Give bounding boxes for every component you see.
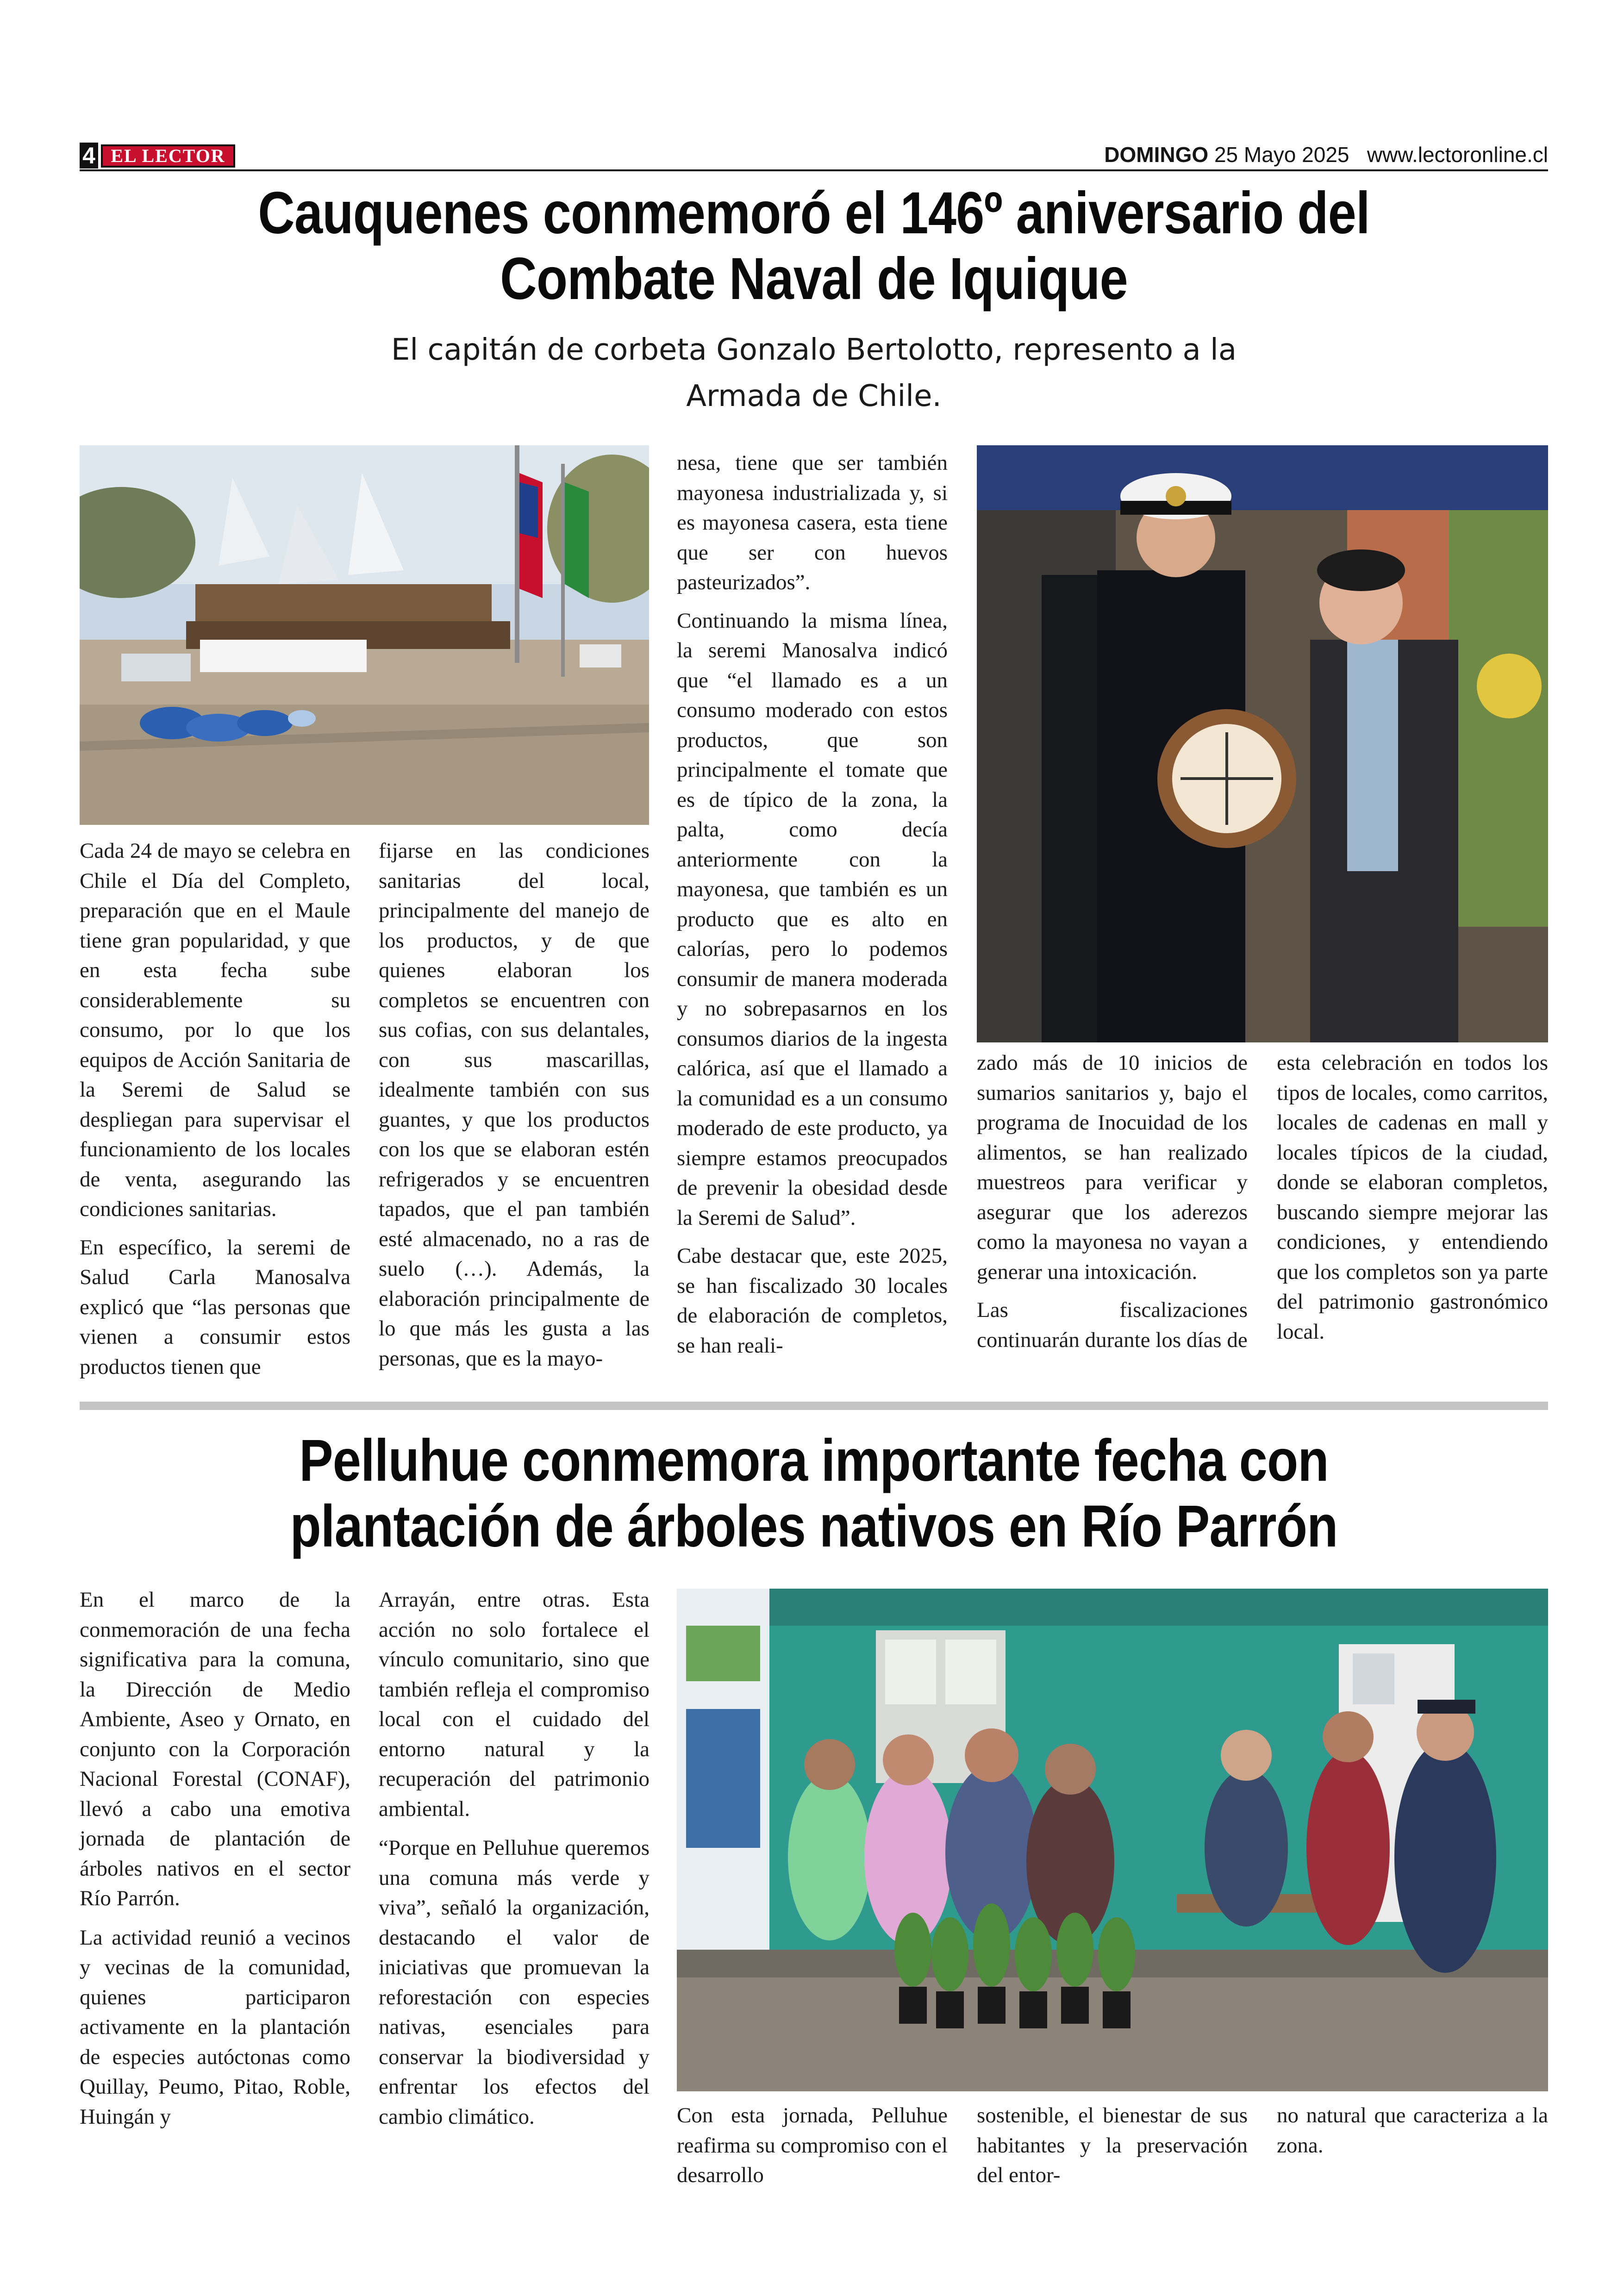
header-date: 25 Mayo 2025 — [1214, 143, 1349, 167]
paragraph: zado más de 10 inicios de sumarios sanitarios y, bajo el programa de Inocuidad de los alimentos, se han realizado muestreos para verificar y asegurar que los aderezos como la mayonesa no vayan a generar una intoxicación. — [977, 1051, 1248, 1284]
paragraph: “Porque en Pelluhue queremos una comuna más verde y viva”, señaló la organización, destacando el valor de iniciativas que promuevan la reforestación con especies nativas, esenciales para conservar la biodiversidad y enfrentar los efectos del cambio climático. — [379, 1836, 650, 2129]
paragraph: esta celebración en todos los tipos de locales, como carritos, locales de cadenas en mall y locales típicos de la ciudad, donde se elaboran completos, buscando siempre mejorar las condiciones, y entendiendo que los completos son ya parte del patrimonio gastronómico local. — [1277, 1051, 1548, 1344]
paragraph: fijarse en las condiciones sanitarias del local, principalmente del manejo de los productos, y de que quienes elaboran los completos se encuentren con sus cofias, con sus delantales, con sus mascarillas, idealmente también con sus guantes, y que los productos con los que se elaboran estén refrigerados y se encuentren tapados, que el pan también esté almacenado, no a ras de suelo (…). Además, la elaboración principalmente de lo que más les gusta a las personas, que es la mayo- — [379, 839, 650, 1371]
article2-column-5: no natural que caracteriza a la zona. — [1277, 2103, 1548, 2158]
newspaper-logo: EL LECTOR — [101, 144, 235, 168]
community-photo — [677, 1589, 1548, 2091]
paragraph: Continuando la misma línea, la seremi Manosalva indicó que “el llamado es a un consumo moderado con estos productos, que son principalmente el tomate que es de típico de la zona, la palta, como decía anteriormente con la mayonesa, que también es un producto que es alto en calorías, pero lo podemos consumir de manera moderada y no sobrepasarnos en los consumos diarios de la ingesta calórica, así que el llamado a la comunidad es a un consumo moderado de este producto, ya siempre estamos preocupados de prevenir la obesidad desde la Seremi de Salud”. — [677, 608, 948, 1230]
header-rule — [80, 169, 1548, 171]
article1-column-5 — [1277, 1048, 1548, 1355]
article1-headline: Cauquenes conmemoró el 146º aniversario del Combate Naval de Iquique — [258, 180, 1370, 312]
article1-column-2 — [379, 836, 650, 1382]
article2-column-4: sostenible, el bienestar de sus habitantes y la preservación del entor- — [977, 2103, 1248, 2187]
paragraph: Arrayán, entre otras. Esta acción no solo fortalece el vínculo comunitario, sino que también refleja el compromiso local con el cuidado del entorno natural y la recuperación del patrimonio ambiental. — [379, 1588, 650, 1821]
ceremony-photo — [80, 445, 649, 825]
header-info — [1104, 141, 1548, 168]
article1-column-4 — [977, 1048, 1248, 1363]
paragraph: En el marco de la conmemoración de una fecha significativa para la comuna, la Dirección de Medio Ambiente, Aseo y Ornato, en conjunto con la Corporación Nacional Forestal (CONAF), llevó a cabo una emotiva jornada de plantación de árboles nativos en el sector Río Parrón. — [80, 1588, 350, 1910]
article1-column-3 — [677, 448, 948, 1369]
paragraph: nesa, tiene que ser también mayonesa industrializada y, si es mayonesa casera, esta tiene que ser con huevos pasteurizados”. — [677, 451, 948, 594]
header-website[interactable]: www.lectoronline.cl — [1367, 143, 1548, 167]
paragraph: En específico, la seremi de Salud Carla Manosalva explicó que “las personas que vienen a consumir estos productos tienen que — [80, 1235, 350, 1379]
paragraph: Cada 24 de mayo se celebra en Chile el Día del Completo, preparación que en el Maule tiene gran popularidad, y que en esta fecha sube considerablemente su consumo, por lo que los equipos de Acción Sanitaria de la Seremi de Salud se despliegan para supervisar el funcionamiento de los locales de venta, asegurando las condiciones sanitarias. — [80, 839, 350, 1221]
article1-column-1 — [80, 836, 350, 1390]
page-number: 4 — [80, 143, 98, 168]
naval-officer-photo — [977, 445, 1548, 1042]
article2-headline: Pelluhue conmemora importante fecha con plantación de árboles nativos en Río Parrón — [290, 1428, 1338, 1559]
article2-column-1 — [80, 1585, 350, 2141]
article2-column-3: Con esta jornada, Pelluhue reafirma su compromiso con el desarrollo — [677, 2103, 948, 2187]
paragraph: La actividad reunió a vecinos y vecinas de la comunidad, quienes participaron activamente en la plantación de especies autóctonas como Quillay, Peumo, Pitao, Roble, Huingán y — [80, 1925, 350, 2129]
paragraph: Cabe destacar que, este 2025, se han fiscalizado 30 locales de elaboración de completos, se han reali- — [677, 1244, 948, 1358]
article1-subtitle: El capitán de corbeta Gonzalo Bertolotto, represento a la Armada de Chile. — [391, 333, 1237, 413]
article2-column-2 — [379, 1585, 650, 2141]
header-day: DOMINGO — [1104, 143, 1209, 167]
section-divider — [80, 1402, 1548, 1410]
paragraph: Las fiscalizaciones continuarán durante los días de — [977, 1298, 1248, 1352]
